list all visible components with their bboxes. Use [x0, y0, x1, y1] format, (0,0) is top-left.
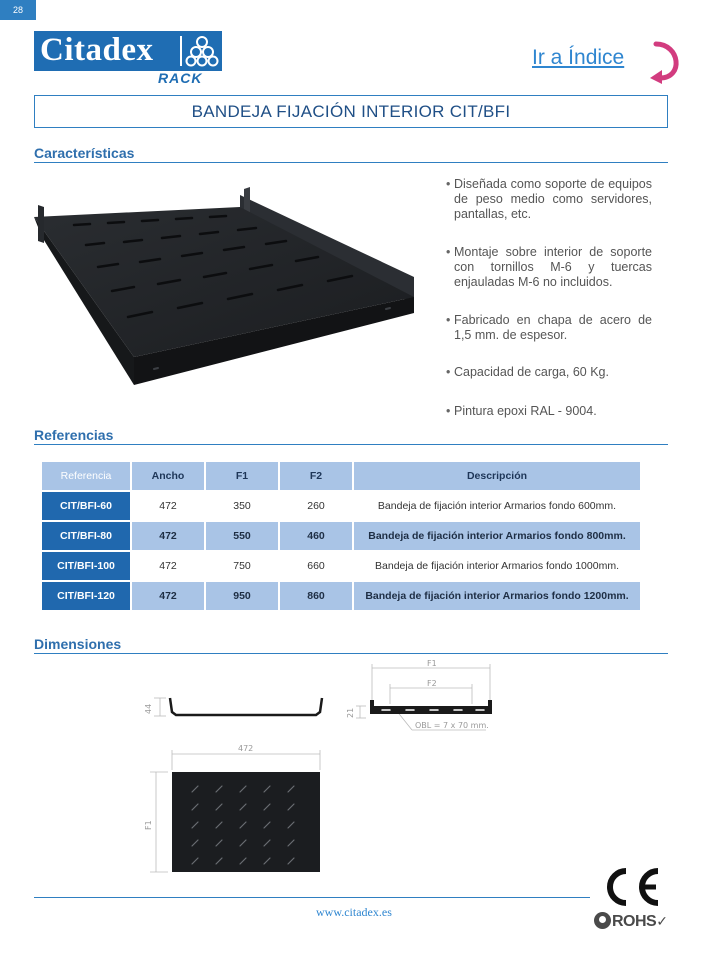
f2-cell: 260	[280, 492, 352, 520]
header-referencia: Referencia	[42, 462, 130, 490]
f2-dimension-label: F2	[427, 679, 437, 688]
citadex-logo	[34, 31, 222, 87]
rohs-check-icon: ✓	[656, 913, 668, 929]
header-descripcion: Descripción	[354, 462, 640, 490]
rohs-label: ROHS	[612, 913, 657, 930]
section-references-heading: Referencias	[34, 427, 114, 443]
section-features-rule	[34, 162, 668, 163]
ancho-cell: 472	[132, 522, 204, 550]
logo-box	[34, 31, 222, 71]
depth-dimension-label: F1	[144, 820, 153, 830]
section-references-rule	[34, 444, 668, 445]
f2-cell: 460	[280, 522, 352, 550]
desc-cell: Bandeja de fijación interior Armarios fondo 1000mm.	[354, 552, 640, 580]
logo-rack-label: RACK	[158, 70, 203, 86]
logo-separator	[180, 36, 182, 66]
tray-product-image	[34, 185, 426, 417]
feature-item: • Diseñada como soporte de equipos de peso medio como servidores, pantallas, etc.	[446, 177, 652, 222]
ancho-cell: 472	[132, 582, 204, 610]
header-f2: F2	[280, 462, 352, 490]
product-title: BANDEJA FIJACIÓN INTERIOR CIT/BFI	[34, 95, 668, 128]
ancho-cell: 472	[132, 552, 204, 580]
table-row	[42, 582, 640, 610]
logo-circles-icon	[185, 35, 219, 67]
table-row	[42, 492, 640, 520]
ref-cell: CIT/BFI-80	[42, 522, 130, 550]
header-f1: F1	[206, 462, 278, 490]
table-row	[42, 522, 640, 550]
table-header-row	[42, 462, 640, 490]
footer-website-link[interactable]: www.citadex.es	[316, 905, 392, 919]
section-dimensions-heading: Dimensiones	[34, 636, 122, 652]
height-dimension: 44	[144, 703, 153, 714]
ce-mark-icon	[602, 865, 662, 909]
section-features-heading: Características	[34, 145, 135, 161]
f1-cell: 350	[206, 492, 278, 520]
desc-cell: Bandeja de fijación interior Armarios fondo 1200mm.	[354, 582, 640, 610]
rohs-leaf-icon	[594, 912, 611, 929]
feature-item: • Pintura epoxi RAL - 9004.	[446, 404, 652, 419]
flange-dimension: 21	[346, 707, 355, 718]
rohs-badge	[594, 912, 667, 931]
feature-item: • Capacidad de carga, 60 Kg.	[446, 365, 652, 380]
f1-dimension-label: F1	[427, 659, 437, 668]
f2-cell: 860	[280, 582, 352, 610]
width-dimension: 472	[238, 744, 254, 753]
references-table	[40, 460, 642, 612]
ancho-cell: 472	[132, 492, 204, 520]
f1-cell: 950	[206, 582, 278, 610]
index-link[interactable]: Ir a Índice	[532, 46, 625, 69]
ref-cell: CIT/BFI-100	[42, 552, 130, 580]
table-row	[42, 552, 640, 580]
footer-rule	[34, 897, 590, 898]
f1-cell: 550	[206, 522, 278, 550]
slot-note: OBL = 7 x 70 mm.	[415, 721, 489, 730]
f2-cell: 660	[280, 552, 352, 580]
feature-item: • Montaje sobre interior de soporte con tornillos M-6 y tuercas enjauladas M-6 no incluidos.	[446, 245, 652, 290]
desc-cell: Bandeja de fijación interior Armarios fondo 600mm.	[354, 492, 640, 520]
ref-cell: CIT/BFI-120	[42, 582, 130, 610]
header-ancho: Ancho	[132, 462, 204, 490]
feature-list	[446, 177, 652, 442]
f1-cell: 750	[206, 552, 278, 580]
page-number: 28	[0, 0, 36, 20]
feature-item: • Fabricado en chapa de acero de 1,5 mm. de espesor.	[446, 313, 652, 343]
ref-cell: CIT/BFI-60	[42, 492, 130, 520]
return-arrow-icon[interactable]	[648, 40, 684, 84]
logo-wordmark: Citadex	[40, 32, 154, 68]
top-view-drawing	[140, 740, 340, 878]
front-profile-drawing	[340, 658, 510, 740]
side-profile-drawing	[140, 690, 340, 730]
desc-cell: Bandeja de fijación interior Armarios fondo 800mm.	[354, 522, 640, 550]
section-dimensions-rule	[34, 653, 668, 654]
